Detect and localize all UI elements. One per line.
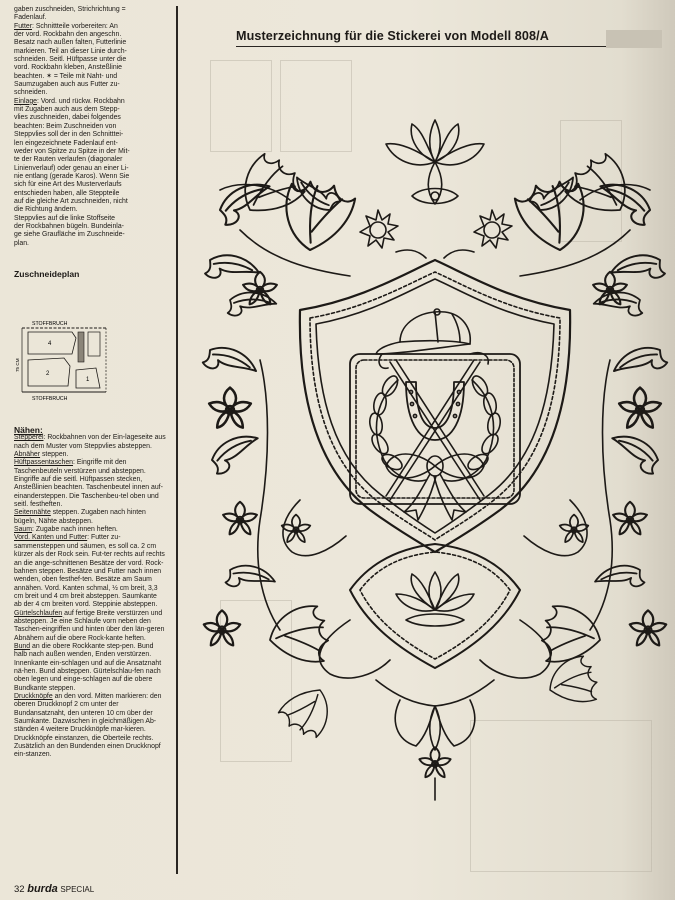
einlage-line: ge siehe Graufläche im Zuschneide- <box>14 231 125 239</box>
futter-line: schneiden. Seitl. Hüftpasse unter die <box>14 56 127 64</box>
section-label: Gürtelschlaufen <box>14 609 63 617</box>
einlage-line: der Rockbahnen bügeln. Bundeinla- <box>14 222 124 230</box>
einlage-paragraph <box>14 98 166 106</box>
naehen-section <box>14 459 166 509</box>
einlage-line: weder von Spitze zu Spitze in der Mit- <box>14 147 130 155</box>
futter-line: Saumzugaben auch aus Futter zu- <box>14 81 120 89</box>
section-text: : Futter zu-sammensteppen und säumen, es soll ca. 2 cm kürzer als der Rock sein. Fut-ter rechts auf rechts an die ange-schnittenen Besätze der vord. Rock-bahnen steppen. Besätze und Futter nach innen wenden, oben festhef-ten. Besätze am Saum annähen. Vord. Kanten schmal, ½ cm breit, 3,3 cm breit und 4 cm breit absteppen. Saumkante ab der 4 cm breiten vord. Steppinie absteppen. <box>14 534 165 609</box>
intro-line-1: gaben zuschneiden, Strichrichtung = <box>14 6 126 13</box>
bleed-through-tab <box>606 30 662 48</box>
plan-top-label: STOFFBRUCH <box>32 321 68 327</box>
einlage-line: : Vord. und rückw. Rockbahn <box>37 97 125 105</box>
einlage-line: len eingezeichnete Fadenlauf ent- <box>14 139 118 147</box>
futter-label: Futter <box>14 22 32 30</box>
futter-line: : Schnittteile vorbereiten: An <box>32 22 118 30</box>
title-underline <box>236 46 606 47</box>
section-label: Hüftpassentaschen <box>14 459 73 467</box>
einlage-line: nie entlang (gerade Karos). Wenn Sie <box>14 172 130 180</box>
acanthus-upper-left <box>205 148 365 322</box>
naehen-section <box>14 534 166 609</box>
einlage-line: vlies zuschneiden, dabei folgendes <box>14 114 121 122</box>
einlage-line: plan. <box>14 239 29 247</box>
naehen-heading: Nähen: <box>14 425 43 435</box>
sunflower-right <box>444 210 512 258</box>
futter-line: markieren. Teil an dieser Linie durch- <box>14 47 127 55</box>
naehen-section <box>14 434 166 451</box>
section-label: Seitennähte <box>14 509 51 517</box>
sewing-instructions <box>14 426 166 760</box>
section-label: Vord. Kanten und Futter <box>14 534 88 542</box>
side-foliage-right <box>524 339 668 671</box>
lower-lozenge-frame <box>350 544 520 668</box>
naehen-section <box>14 451 166 459</box>
edition-label: SPECIAL <box>60 885 95 894</box>
einlage-line: entschieden haben, alle Steppteile <box>14 189 120 197</box>
page-number: 32 <box>14 884 25 895</box>
einlage-line: te der Rauten verlaufen (diagonaler <box>14 156 123 164</box>
einlage-line: sich für eine Art des Musterverlaufs <box>14 181 122 189</box>
einlage-label: Einlage <box>14 97 37 105</box>
section-label: Abnäher <box>14 451 41 459</box>
einlage-line: Steppvlies auf die linke Stoffseite <box>14 214 115 222</box>
futter-line: schneiden. <box>14 89 48 97</box>
side-foliage-left <box>202 339 346 671</box>
section-label: Stepperei <box>14 434 44 442</box>
section-label: Druckknöpfe <box>14 693 53 700</box>
einlage-line: Steppvlies soll der in den Schnitttei- <box>14 131 124 139</box>
plan-width-label: 75 CM <box>15 358 20 372</box>
pattern-piece-4 <box>28 332 76 354</box>
section-text: an den vord. Mitten markieren: den oberen Druckknopf 2 cm unter der Bundansatznaht, den unteren 10 cm über der Saumkante. Dazwischen in gleichmäßigen Ab-ständen 4 weitere Druckknöpfe mar-kieren. Druckknöpfe einstanzen, die Oberteile rechts. Zusätzlich an den Bundenden einen Druckknopf ein-stanzen. <box>14 693 162 759</box>
futter-paragraph <box>14 23 166 31</box>
futter-line: Besatz nach außen falten, Futterlinie <box>14 39 127 47</box>
futter-line: vord. Rockbahn kleben, Ansteßlinie <box>14 64 123 72</box>
zuschneideplan-heading: Zuschneideplan <box>14 268 80 279</box>
section-text: steppen. Zugaben nach hinten bügeln, Nähte absteppen. <box>14 509 146 525</box>
section-label: Bund <box>14 642 31 650</box>
crown-palmette <box>386 120 484 204</box>
piece-label: 1 <box>86 377 90 383</box>
naehen-section <box>14 509 166 526</box>
piece-label: 4 <box>48 341 52 347</box>
jockey-cap-icon <box>376 309 470 354</box>
einlage-line: Linienverlauf) oder genau an einer Li- <box>14 164 129 172</box>
instructions-column <box>14 6 166 278</box>
page-title: Musterzeichnung für die Stickerei von Modell 808/A <box>236 29 549 43</box>
section-label: Saum <box>14 526 33 534</box>
grey-area-waistband <box>78 332 84 362</box>
section-text: : Rockbahnen von der Ein-lageseite aus nach dem Muster vom Steppvlies absteppen. <box>14 434 166 450</box>
plan-bottom-label: STOFFBRUCH <box>32 396 68 402</box>
einlage-line: beachten: Beim Zuschneiden von <box>14 122 117 130</box>
naehen-section <box>14 526 166 534</box>
section-text: auf fertige Breite verstürzen und absteppen. Je eine Schlaufe vorn neben den Taschen-eingriffen und hinten über den län-geren Abnähern auf die obere Rock-kante heften. <box>14 609 165 642</box>
acanthus-upper-right <box>506 148 666 322</box>
section-text: : Zugabe nach innen heften. <box>32 526 118 534</box>
section-text: steppen. <box>40 451 69 459</box>
naehen-section <box>14 643 166 693</box>
pattern-piece-small <box>88 332 100 356</box>
page-footer <box>14 883 94 895</box>
piece-label: 2 <box>46 371 50 377</box>
section-text: an die obere Rockkante step-pen. Bund halb nach außen wenden, Enden verstürzen. Innenkante ein-schlagen und auf die Ansatznaht nä-hen. Bund absteppen. Gürtelschlau-fen nach oben legen und einge-schlagen auf die obere Bundkante steppen. <box>14 642 162 692</box>
futter-line: der vord. Rockbahn den angeschn. <box>14 31 122 39</box>
futter-line: beachten. ✶ = Teile mit Naht- und <box>14 72 118 80</box>
embroidery-crest-drawing <box>200 100 670 820</box>
sunflower-left <box>360 210 426 258</box>
einlage-line: mit Zugaben auch aus dem Stepp- <box>14 106 120 114</box>
naehen-section <box>14 610 166 643</box>
einlage-line: die Richtung ändern. <box>14 206 78 214</box>
shield-outline <box>300 260 570 552</box>
intro-line-2: Fadenlauf. <box>14 14 47 22</box>
column-divider <box>176 6 178 874</box>
naehen-section <box>14 693 166 760</box>
einlage-line: auf die gleiche Art zuschneiden, nicht <box>14 197 128 205</box>
cutting-plan-diagram <box>14 314 124 410</box>
section-text: : Eingriffe mit den Taschenbeuteln verstürzen und absteppen. Eingriffe auf die seitl. Hüftpassen stecken, Ansteßlinien beachten. Taschenbeutel innen auf-einandersteppen. Die Taschenbeu-tel oben und seitl. festheften. <box>14 459 163 509</box>
side-swags <box>282 500 589 556</box>
brand-logo: burda <box>27 883 58 895</box>
